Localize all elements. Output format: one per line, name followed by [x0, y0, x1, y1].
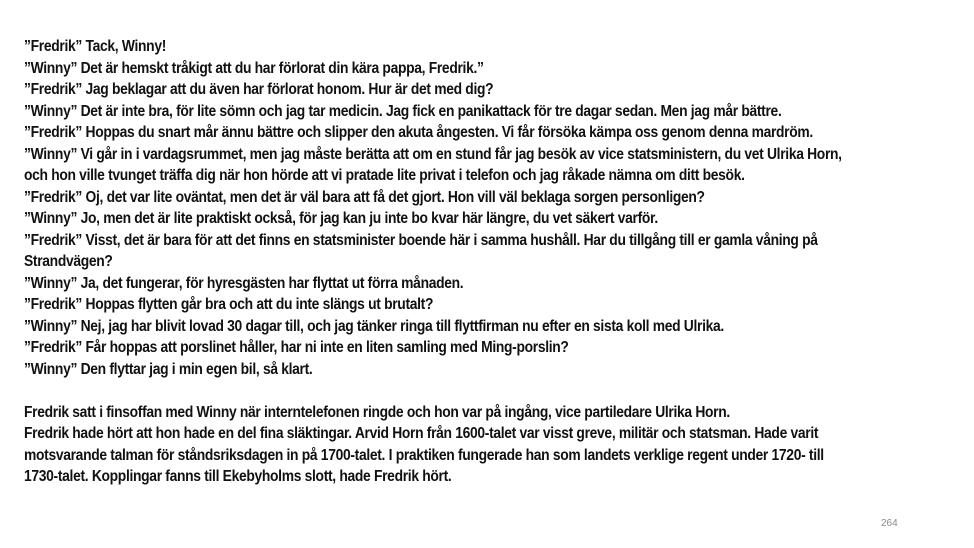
dialogue-line: ”Fredrik” Tack, Winny!: [24, 38, 167, 55]
dialogue-line: ”Winny” Det är hemskt tråkigt att du har förlorat din kära pappa, Fredrik.”: [24, 59, 484, 77]
dialogue-line: ”Fredrik” Jag beklagar att du även har förlorat honom. Hur är det med dig?: [24, 81, 494, 98]
paragraph-spacer: [24, 380, 956, 402]
dialogue-line: ”Winny” Vi går in i vardagsrummet, men jag måste berätta att om en stund får jag besök av vice statsministern, du vet Ulrika Horn,: [24, 145, 842, 163]
page-number: 264: [881, 518, 898, 529]
narrative-line: Fredrik satt i finsoffan med Winny när interntelefonen ringde och hon var på ingång, vice partiledare Ulrika Horn.: [24, 403, 730, 421]
dialogue-line: ”Fredrik” Hoppas flytten går bra och att du inte slängs ut brutalt?: [24, 296, 434, 313]
dialogue-line: och hon ville tvunget träffa dig när hon hörde att vi pratade lite privat i telefon och jag råkade nämna om ditt besök.: [24, 167, 745, 184]
dialogue-line: ”Fredrik” Får hoppas att porslinet håller, har ni inte en liten samling med Ming-porslin?: [24, 339, 569, 356]
dialogue-line: Strandvägen?: [24, 253, 113, 270]
dialogue-line: ”Fredrik” Visst, det är bara för att det finns en statsminister boende här i samma hushåll. Har du tillgång till er gamla våning på: [24, 231, 818, 249]
dialogue-line: ”Winny” Nej, jag har blivit lovad 30 dagar till, och jag tänker ringa till flyttfirman nu efter en sista koll med Ulrika.: [24, 317, 724, 335]
dialogue-line: ”Winny” Den flyttar jag i min egen bil, så klart.: [24, 360, 313, 378]
dialogue-line: ”Fredrik” Oj, det var lite oväntat, men det är väl bara att få det gjort. Hon vill väl beklaga sorgen personligen?: [24, 188, 705, 206]
dialogue-line: ”Winny” Jo, men det är lite praktiskt också, för jag kan ju inte bo kvar här längre, du vet säkert varför.: [24, 210, 658, 227]
dialogue-line: ”Winny” Ja, det fungerar, för hyresgästen har flyttat ut förra månaden.: [24, 274, 464, 292]
narrative-line: 1730-talet. Kopplingar fanns till Ekebyholms slott, hade Fredrik hört.: [24, 468, 452, 485]
dialogue-line: ”Fredrik” Hoppas du snart mår ännu bättre och slipper den akuta ångesten. Vi får försöka kämpa oss genom denna mardröm.: [24, 124, 813, 141]
body-text: [24, 36, 956, 488]
narrative-line: motsvarande talman för ståndsriksdagen in på 1700-talet. I praktiken fungerade han som landets verklige regent under 1720- till: [24, 446, 824, 464]
dialogue-line: ”Winny” Det är inte bra, för lite sömn och jag tar medicin. Jag fick en panikattack för tre dagar sedan. Men jag mår bättre.: [24, 102, 782, 120]
narrative-line: Fredrik hade hört att hon hade en del fina släktingar. Arvid Horn från 1600-talet var visst greve, militär och statsman. Hade varit: [24, 425, 819, 442]
